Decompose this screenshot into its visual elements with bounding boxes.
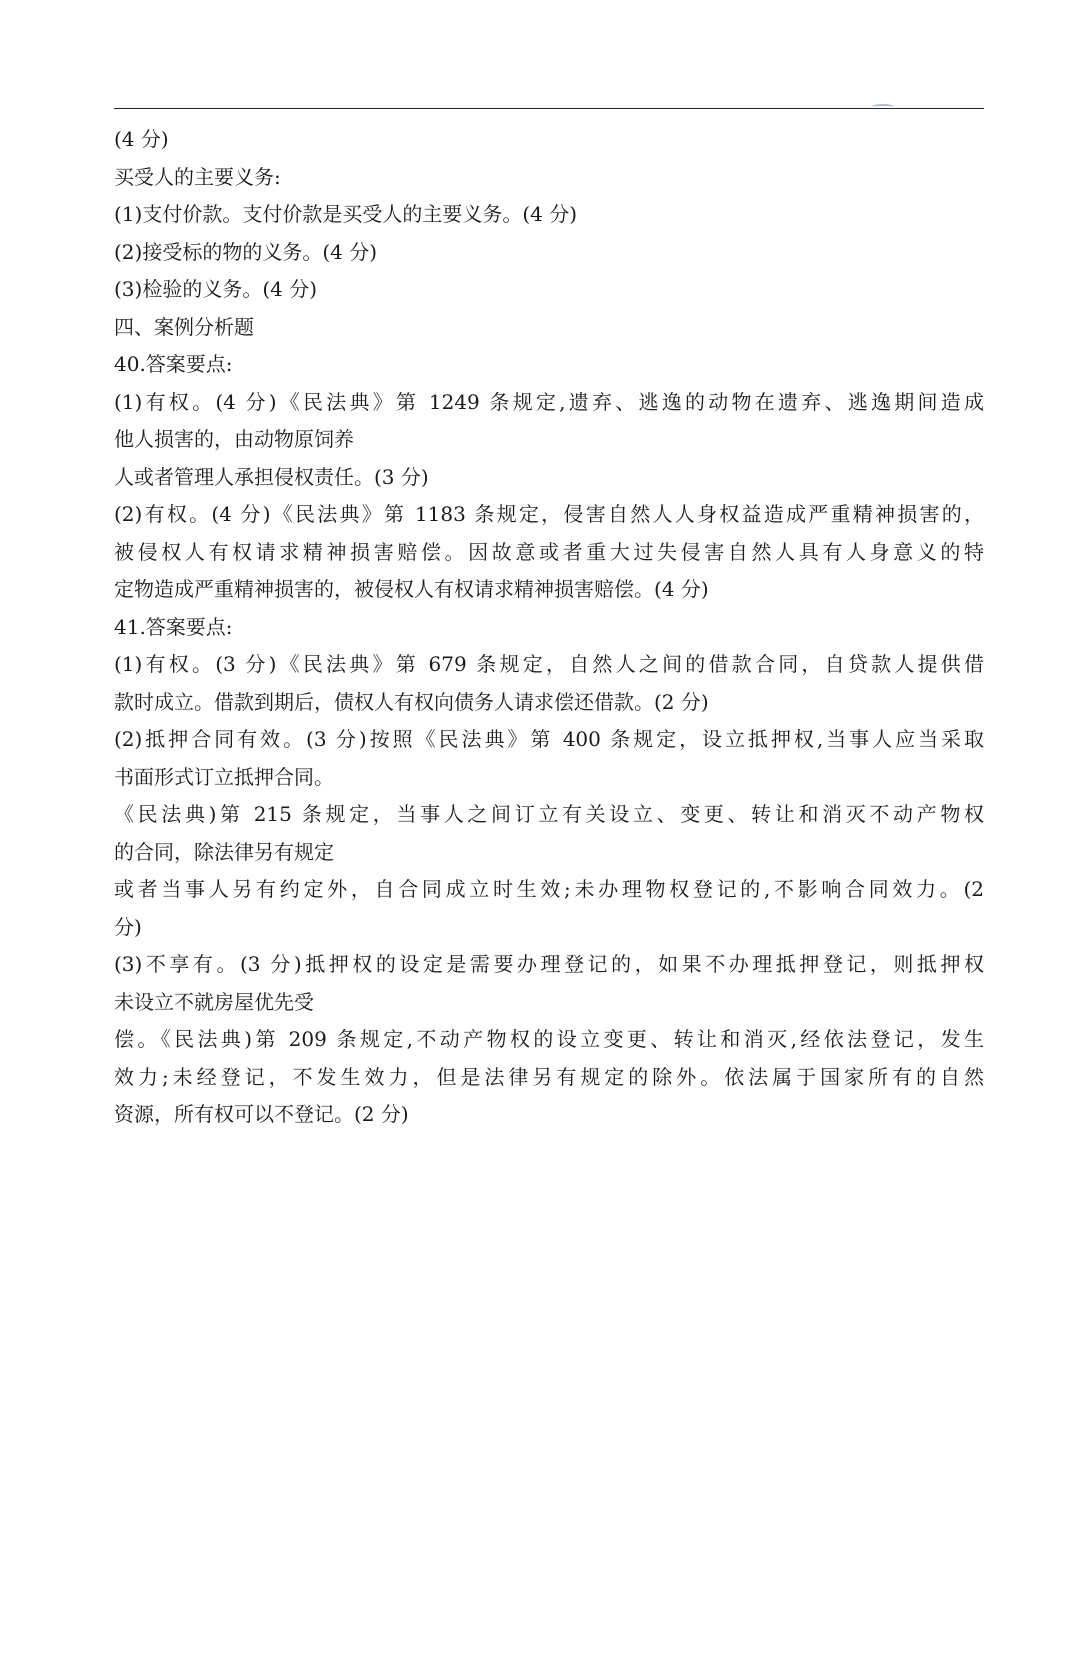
- header-rule: [114, 108, 984, 109]
- text-line: 的合同，除法律另有规定: [114, 839, 334, 864]
- text-line: (2)抵押合同有效。(3 分)按照《民法典》第 400 条规定，设立抵押权,当事人应当采取: [114, 727, 984, 751]
- question-heading: 41.答案要点:: [114, 614, 233, 639]
- text-line: (3)不享有。(3 分)抵押权的设定是需要办理登记的，如果不办理抵押登记，则抵押权: [114, 952, 984, 976]
- text-line: (3)检验的义务。(4 分): [114, 277, 318, 301]
- text-line: 买受人的主要义务:: [114, 164, 281, 189]
- text-line: 未设立不就房屋优先受: [114, 989, 314, 1014]
- text-line: 被侵权人有权请求精神损害赔偿。因故意或者重大过失侵害自然人具有人身意义的特: [114, 539, 984, 564]
- text-line: 或者当事人另有约定外，自合同成立时生效;未办理物权登记的,不影响合同效力。(2: [114, 877, 984, 901]
- text-line: 资源，所有权可以不登记。(2 分): [114, 1102, 409, 1126]
- text-line: 偿。《民法典)第 209 条规定,不动产物权的设立变更、转让和消灭,经依法登记，发生: [114, 1027, 984, 1051]
- text-line: 分): [114, 914, 142, 939]
- text-line: 款时成立。借款到期后，债权人有权向债务人请求偿还借款。(2 分): [114, 689, 709, 714]
- text-line: (2)接受标的物的义务。(4 分): [114, 239, 378, 264]
- header-mark: [872, 104, 894, 110]
- document-body: [114, 121, 984, 1134]
- text-line: 《民法典)第 215 条规定，当事人之间订立有关设立、变更、转让和消灭不动产物权: [114, 802, 984, 826]
- text-line: 他人损害的，由动物原饲养: [114, 427, 354, 451]
- text-line: (1)支付价款。支付价款是买受人的主要义务。(4 分): [114, 202, 578, 226]
- text-line: 效力;未经登记，不发生效力，但是法律另有规定的除外。依法属于国家所有的自然: [114, 1064, 984, 1089]
- text-line: 人或者管理人承担侵权责任。(3 分): [114, 464, 429, 489]
- text-line: 书面形式订立抵押合同。: [114, 764, 334, 789]
- text-line: 定物造成严重精神损害的，被侵权人有权请求精神损害赔偿。(4 分): [114, 577, 709, 601]
- question-heading: 40.答案要点:: [114, 352, 233, 376]
- text-line: (4 分): [114, 127, 169, 151]
- section-heading: 四、案例分析题: [114, 314, 254, 339]
- text-line: (1)有权。(3 分)《民法典》第 679 条规定，自然人之间的借款合同，自贷款人提供借: [114, 652, 984, 676]
- text-line: (1)有权。(4 分)《民法典》第 1249 条规定,遗弃、逃逸的动物在遗弃、逃逸期间造成: [114, 389, 984, 414]
- text-line: (2)有权。(4 分)《民法典》第 1183 条规定，侵害自然人人身权益造成严重精神损害的，: [114, 502, 984, 526]
